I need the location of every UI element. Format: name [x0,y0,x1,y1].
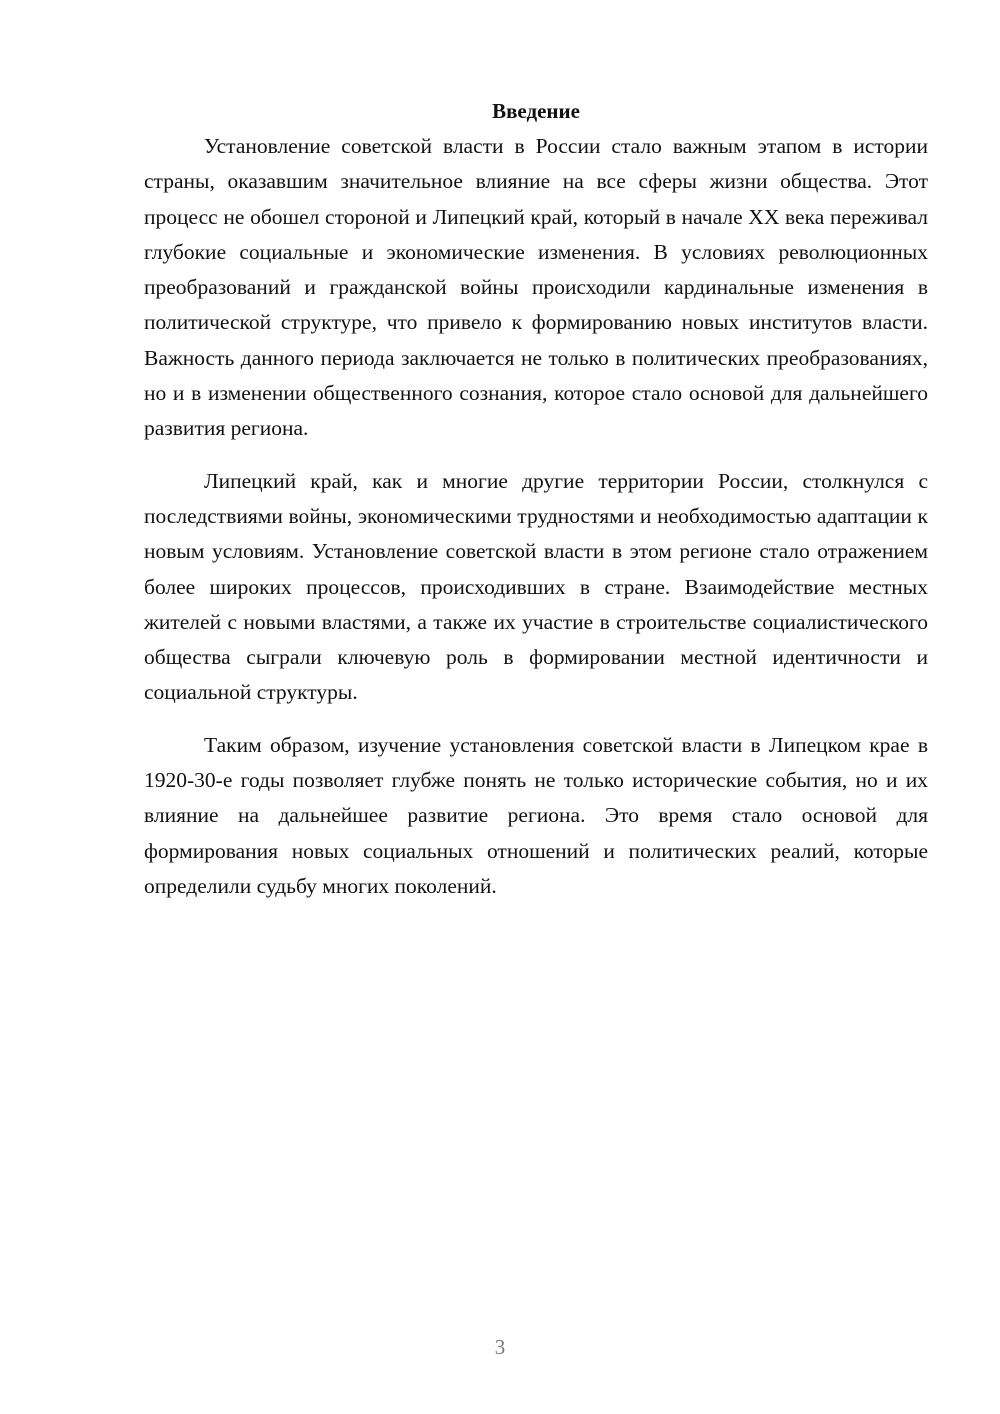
paragraph: Установление советской власти в России стало важным этапом в истории страны, оказавшим значительное влияние на все сферы жизни общества. Этот процесс не обошел стороной и Липецкий край, который в начале XX века переживал глубокие социальные и экономические изменения. В условиях революционных преобразований и гражданской войны происходили кардинальные изменения в политической структуре, что привело к формированию новых институтов власти. Важность данного периода заключается не только в политических преобразованиях, но и в изменении общественного сознания, которое стало основой для дальнейшего развития региона. [144,134,928,441]
paragraph: Липецкий край, как и многие другие территории России, столкнулся с последствиями войны, экономическими трудностями и необходимостью адаптации к новым условиям. Установление советской власти в этом регионе стало отражением более широких процессов, происходивших в стране. Взаимодействие местных жителей с новыми властями, а также их участие в строительстве социалистического общества сыграли ключевую роль в формировании местной идентичности и социальной структуры. [144,468,928,705]
page-content [144,96,928,921]
paragraph: Таким образом, изучение установления советской власти в Липецком крае в 1920-30-е годы позволяет глубже понять не только исторические события, но и их влияние на дальнейшее развитие региона. Это время стало основой для формирования новых социальных отношений и политических реалий, которые определили судьбу многих поколений. [144,732,928,898]
page-number: 3 [494,1335,506,1359]
section-title: Введение [492,99,580,123]
